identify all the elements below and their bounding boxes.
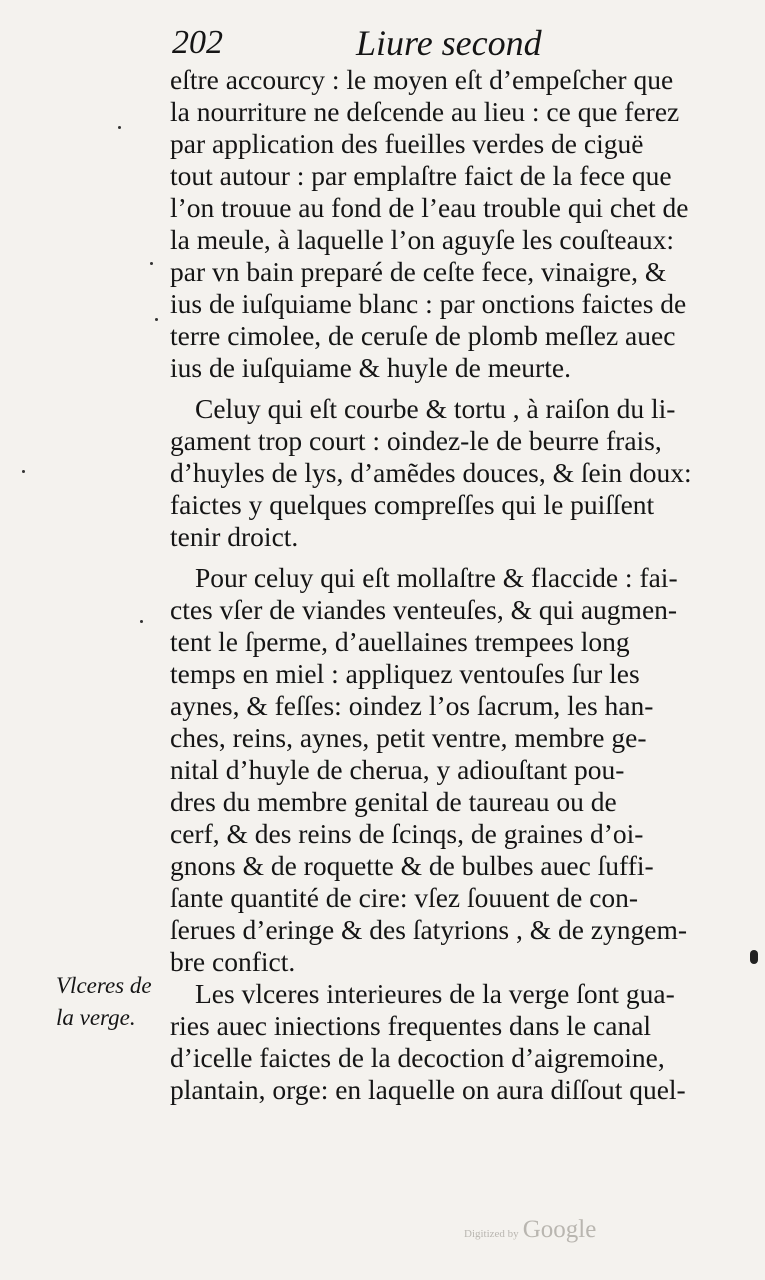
- text-line: par vn bain preparé de ceſte fece, vinaigre, &: [170, 256, 667, 287]
- ink-blot: [750, 950, 758, 964]
- text-line: plantain, orge: en laquelle on aura diſſout quel-: [170, 1074, 686, 1105]
- text-line: dres du membre genital de taureau ou de: [170, 786, 617, 817]
- text-line: temps en miel : appliquez ventouſes ſur les: [170, 658, 640, 689]
- text-line: gament trop court : oindez-le de beurre frais,: [170, 425, 662, 456]
- text-line: tenir droict.: [170, 521, 299, 552]
- text-line: ius de iuſquiame blanc : par onctions faictes de: [170, 288, 687, 319]
- text-line: faictes y quelques compreſſes qui le puiſſent: [170, 489, 655, 520]
- page-number: 202: [172, 24, 223, 61]
- text-line: la meule, à laquelle l’on aguyſe les couſteaux:: [170, 224, 674, 255]
- text-line: d’icelle faictes de la decoction d’aigremoine,: [170, 1042, 665, 1073]
- text-line: aynes, & feſſes: oindez l’os ſacrum, les han-: [170, 690, 654, 721]
- text-line: eſtre accourcy : le moyen eſt d’empeſcher que: [170, 64, 674, 95]
- text-line: ches, reins, aynes, petit ventre, membre ge-: [170, 722, 647, 753]
- watermark-prefix: Digitized by: [464, 1228, 519, 1240]
- text-line: par application des fueilles verdes de ciguë: [170, 128, 644, 159]
- text-line: nital d’huyle de cherua, y adiouſtant pou-: [170, 754, 625, 785]
- ink-speck: [150, 262, 153, 265]
- margin-note-line: la verge.: [56, 1005, 136, 1030]
- margin-note: [56, 970, 176, 1034]
- ink-speck: [22, 470, 25, 473]
- text-line: ſante quantité de cire: vſez ſouuent de con-: [170, 882, 639, 913]
- text-line: bre confict.: [170, 946, 296, 977]
- text-line: l’on trouue au fond de l’eau trouble qui chet de: [170, 192, 689, 223]
- text-line: Celuy qui eſt courbe & tortu , à raiſon du li-: [195, 393, 676, 424]
- main-text: [170, 64, 700, 1106]
- text-line: tout autour : par emplaſtre faict de la fece que: [170, 160, 672, 191]
- digitized-watermark: [464, 1216, 596, 1244]
- text-line: d’huyles de lys, d’amẽdes douces, & ſein doux:: [170, 457, 692, 488]
- text-line: gnons & de roquette & de bulbes auec ſuffi-: [170, 850, 654, 881]
- text-line: Pour celuy qui eſt mollaſtre & flaccide : fai-: [195, 562, 678, 593]
- text-line: terre cimolee, de ceruſe de plomb meſlez auec: [170, 320, 676, 351]
- running-title: Liure second: [356, 23, 542, 63]
- ink-speck: [118, 126, 121, 129]
- margin-note-line: Vlceres de: [56, 973, 152, 998]
- ink-speck: [155, 318, 158, 321]
- text-line: la nourriture ne deſcende au lieu : ce que ferez: [170, 96, 680, 127]
- text-line: cerf, & des reins de ſcinqs, de graines d’oi-: [170, 818, 644, 849]
- ink-speck: [140, 620, 143, 623]
- text-line: ctes vſer de viandes venteuſes, & qui augmen-: [170, 594, 678, 625]
- text-line: ries auec iniections frequentes dans le canal: [170, 1010, 652, 1041]
- text-line: ſerues d’eringe & des ſatyrions , & de zyngem-: [170, 914, 687, 945]
- watermark-brand: Google: [522, 1216, 597, 1243]
- text-line: tent le ſperme, d’auellaines trempees long: [170, 626, 630, 657]
- text-line: Les vlceres interieures de la verge ſont gua-: [195, 978, 675, 1009]
- text-line: ius de iuſquiame & huyle de meurte.: [170, 352, 571, 383]
